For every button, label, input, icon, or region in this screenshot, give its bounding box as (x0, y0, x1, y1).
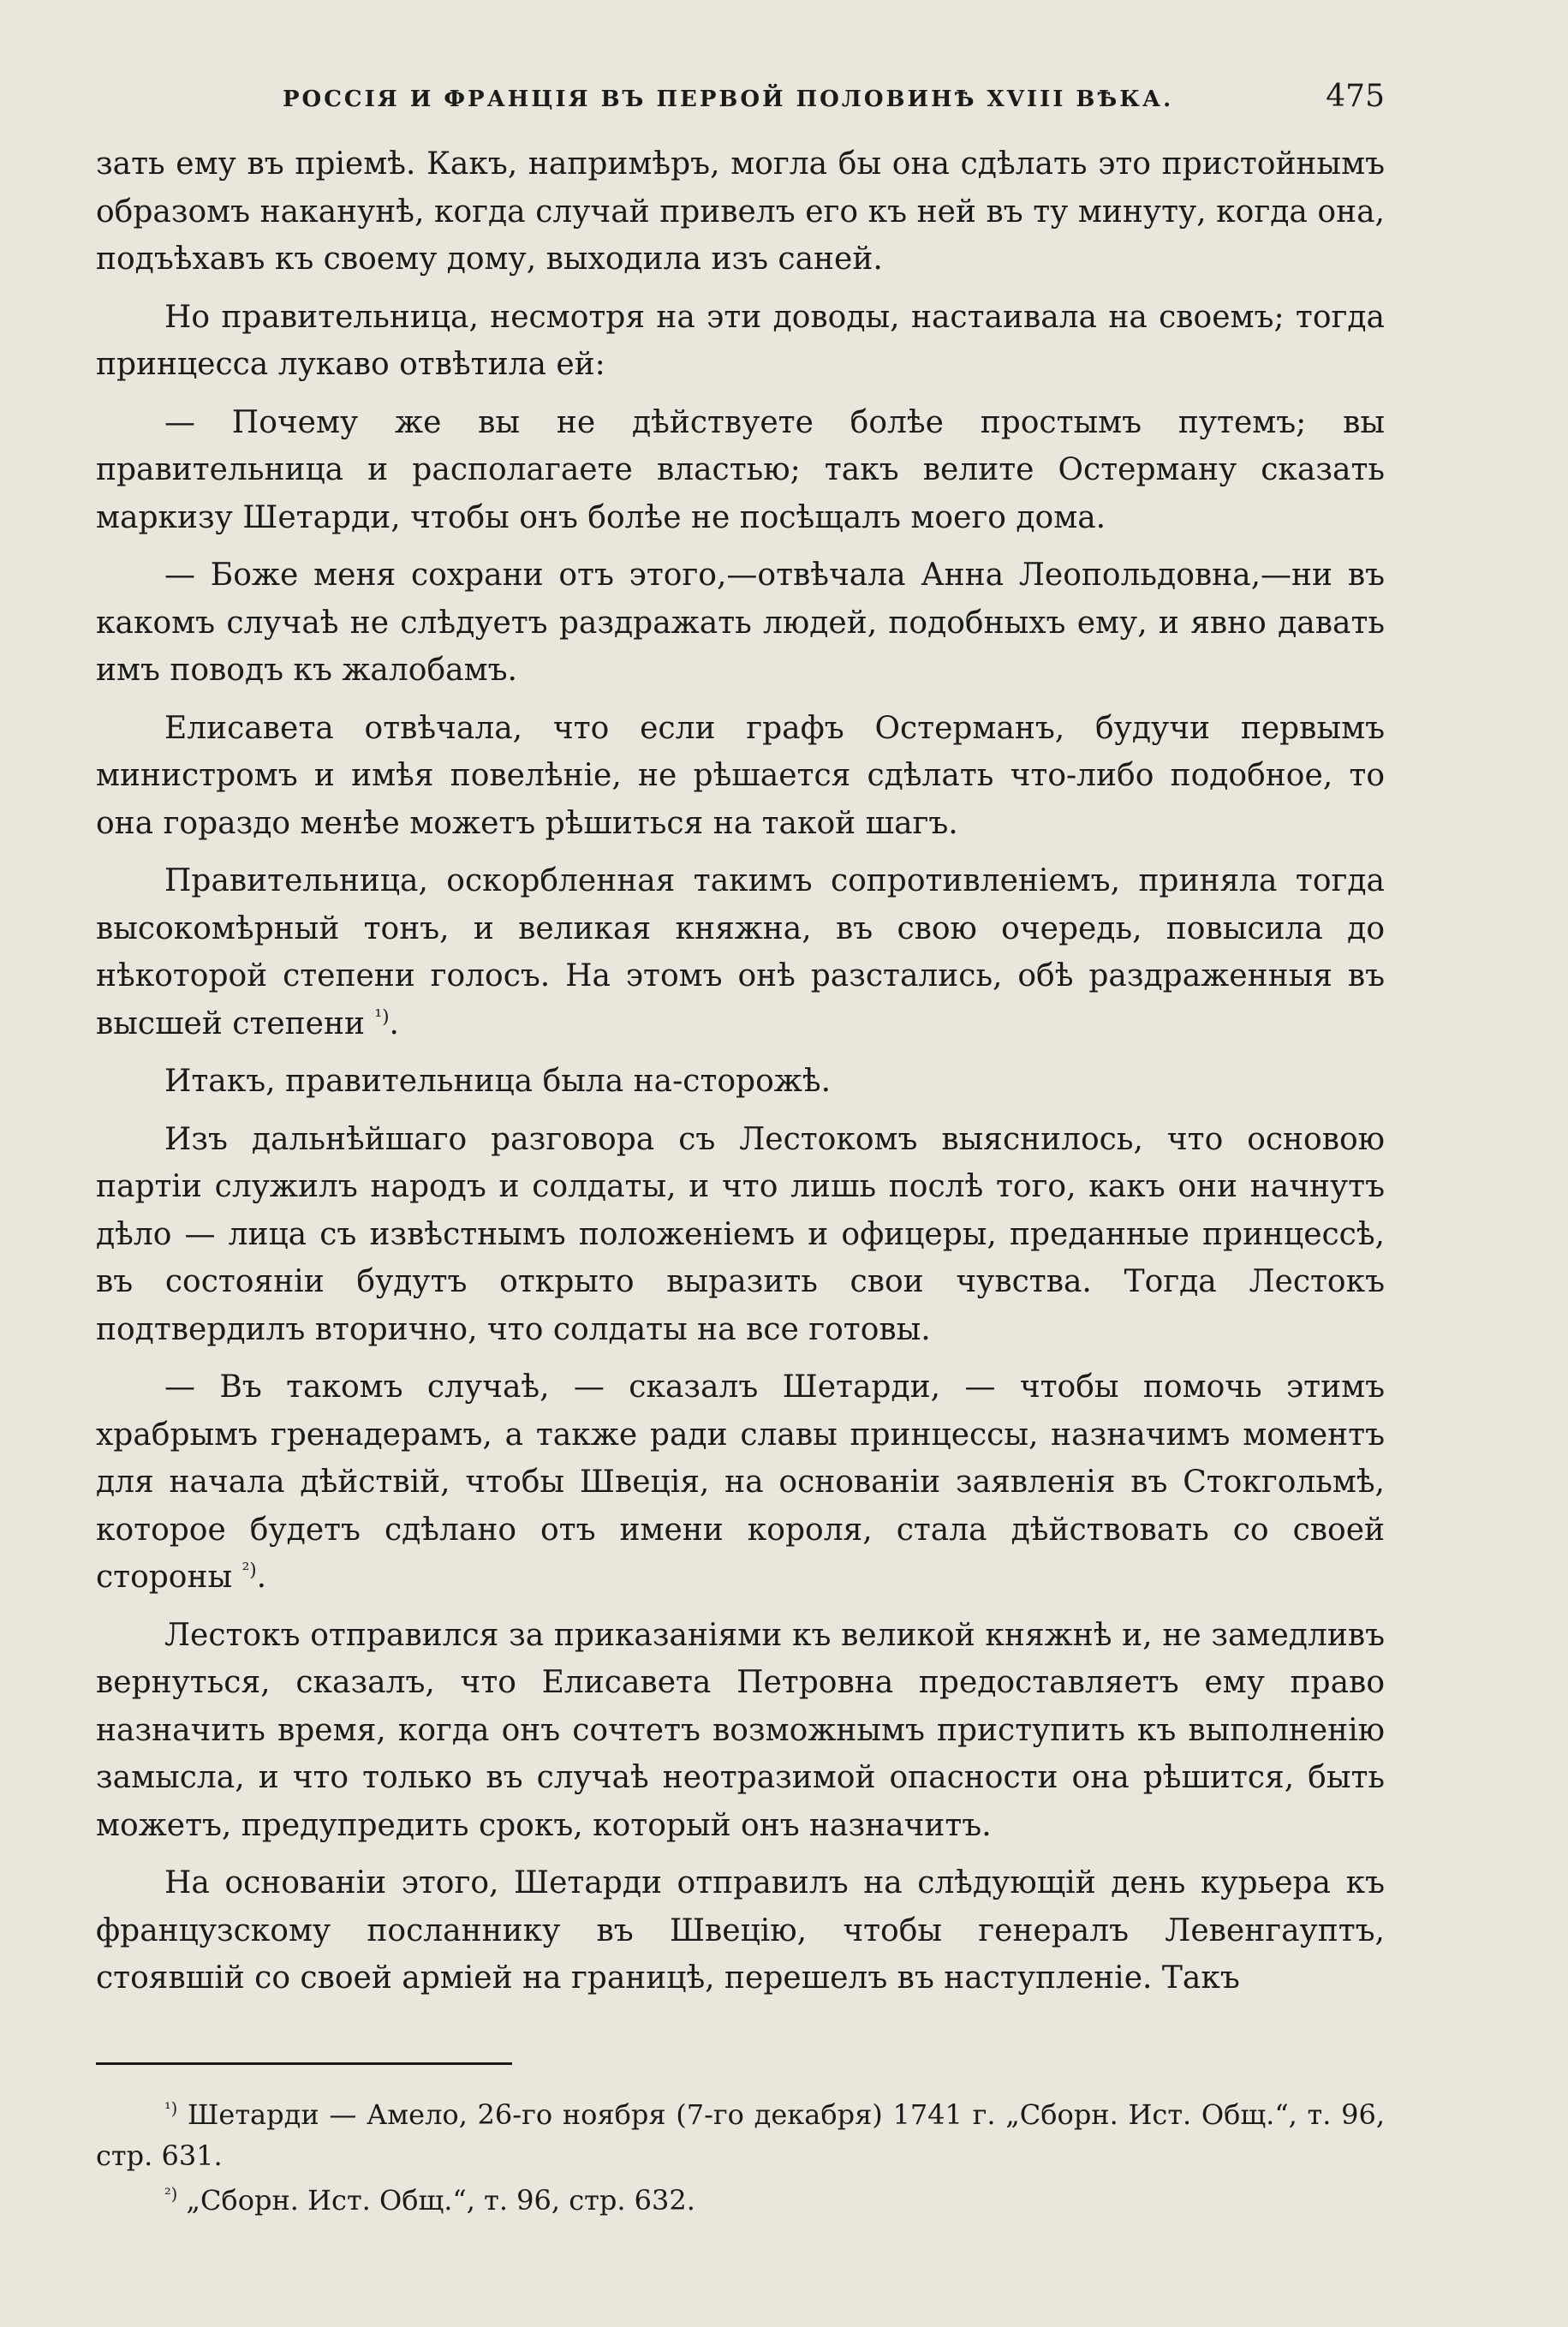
running-head (96, 79, 1385, 123)
paragraph: Лестокъ отправился за приказаніями къ великой княжнѣ и, не замедливъ вернуться, сказалъ, что Елисавета Петровна предоставляетъ ему право назначить время, когда онъ сочтетъ возможнымъ приступить къ выполненію замысла, и что только въ случаѣ неотразимой опасности она рѣшится, быть можетъ, предупредить срокъ, который онъ назначитъ. (96, 1617, 1385, 1843)
paragraph: Но правительница, несмотря на эти доводы, настаивала на своемъ; тогда принцесса лукаво отвѣтила ей: (96, 299, 1385, 382)
footnote-text: Шетарди — Амело, 26-го ноября (7-го декабря) 1741 г. „Сборн. Ист. Общ.“, т. 96, стр. 631. (96, 2097, 1386, 2172)
footnote-divider (96, 2062, 512, 2065)
footnote-marker: ¹) (164, 2097, 178, 2118)
footnote-ref[interactable]: ²) (241, 1560, 257, 1581)
running-title: РОССІЯ И ФРАНЦІЯ ВЪ ПЕРВОЙ ПОЛОВИНѢ XVIII ВѢКА. (283, 87, 1174, 112)
footnote (96, 2180, 1385, 2221)
paragraph: Правительница, оскорбленная такимъ сопротивленіемъ, приняла тогда высокомѣрный тонъ, и великая княжна, въ свою очередь, повысила до нѣкоторой степени голосъ. На этомъ онѣ разстались, обѣ раздраженныя въ высшей степени $^{^1)}$. (96, 863, 1385, 1041)
body-text (96, 140, 1385, 2002)
paragraph: Изъ дальнѣйшаго разговора съ Лестокомъ выяснилось, что основою партіи служилъ народъ и солдаты, и что лишь послѣ того, какъ они начнутъ дѣло — лица съ извѣстнымъ положеніемъ и офицеры, преданные принцессѣ, въ состояніи будутъ открыто выразить свои чувства. Тогда Лестокъ подтвердилъ вторично, что солдаты на все готовы. (96, 1121, 1385, 1347)
paragraph: зать ему въ пріемѣ. Какъ, напримѣръ, могла бы она сдѣлать это пристойнымъ образомъ наканунѣ, когда случай привелъ его къ ней въ ту минуту, когда она, подъѣхавъ къ своему дому, выходила изъ саней. (96, 146, 1385, 277)
footnote (96, 2094, 1385, 2176)
page-number: 475 (1326, 79, 1385, 114)
paragraph: — Боже меня сохрани отъ этого,—отвѣчала Анна Леопольдовна,—ни въ какомъ случаѣ не слѣдуетъ раздражать людей, подобныхъ ему, и явно давать имъ поводъ къ жалобамъ. (96, 558, 1385, 688)
footnotes (96, 2094, 1385, 2221)
footnote-ref[interactable]: ¹) (374, 1005, 390, 1028)
paragraph: — Почему же вы не дѣйствуете болѣе простымъ путемъ; вы правительница и располагаете властью; такъ велите Остерману сказать маркизу Шетарди, чтобы онъ болѣе не посѣщалъ моего дома. (96, 404, 1385, 535)
paragraph: Итакъ, правительница была на-сторожѣ. (164, 1064, 832, 1099)
paragraph: — Въ такомъ случаѣ, — сказалъ Шетарди, — чтобы помочь этимъ храбрымъ гренадерамъ, а также ради славы принцессы, назначимъ моментъ для начала дѣйствій, чтобы Швеція, на основаніи заявленія въ Стокгольмѣ, которое будетъ сдѣлано отъ имени короля, стала дѣйствовать со своей стороны $^{^2)}$. (96, 1369, 1385, 1595)
paragraph: Елисавета отвѣчала, что если графъ Остерманъ, будучи первымъ министромъ и имѣя повелѣніе, не рѣшается сдѣлать что-либо подобное, то она гораздо менѣе можетъ рѣшиться на такой шагъ. (96, 710, 1385, 841)
footnote-marker: ²) (164, 2183, 178, 2204)
paragraph: На основаніи этого, Шетарди отправилъ на слѣдующій день курьера къ французскому посланнику въ Швецію, чтобы генералъ Левенгауптъ, стоявшій со своей арміей на границѣ, перешелъ въ наступленіе. Такъ (96, 1865, 1385, 1996)
footnote-text: „Сборн. Ист. Общ.“, т. 96, стр. 632. (186, 2183, 695, 2217)
